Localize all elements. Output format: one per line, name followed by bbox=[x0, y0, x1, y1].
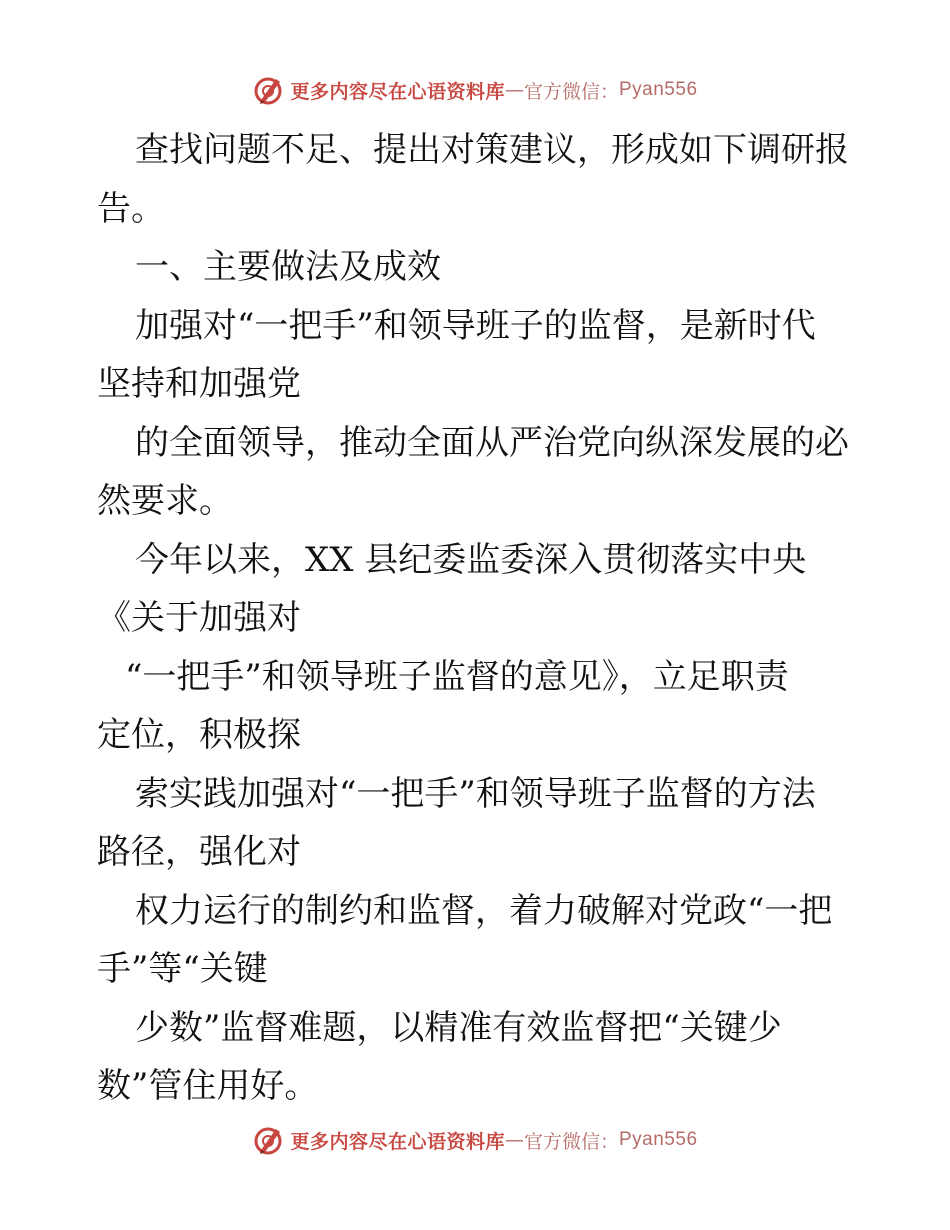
body-line: 定位，积极探 bbox=[97, 715, 301, 755]
document-body bbox=[97, 121, 857, 1116]
body-line: 数”管住用好。 bbox=[97, 1066, 319, 1106]
footer-watermark bbox=[0, 1120, 950, 1160]
watermark-id: Pyan556 bbox=[619, 79, 698, 100]
pen-logo-icon bbox=[252, 1124, 284, 1156]
body-line: 然要求。 bbox=[97, 481, 233, 521]
body-line: 的全面领导，推动全面从严治党向纵深发展的必 bbox=[135, 422, 849, 463]
body-line: 手”等“关键 bbox=[97, 949, 268, 989]
body-line: 今年以来，XX 县纪委监委深入贯彻落实中央 bbox=[135, 539, 807, 580]
watermark-separator: — bbox=[504, 1129, 524, 1151]
body-line: 少数”监督难题，以精准有效监督把“关键少 bbox=[135, 1007, 782, 1048]
body-line: 权力运行的制约和监督，着力破解对党政“一把 bbox=[135, 890, 833, 931]
body-line: 路径，强化对 bbox=[97, 832, 301, 872]
body-line: 查找问题不足、提出对策建议，形成如下调研报 bbox=[135, 130, 849, 170]
watermark-main-text: 更多内容尽在心语资料库 bbox=[290, 80, 505, 103]
watermark-label: 官方微信： bbox=[523, 1130, 619, 1153]
watermark-separator: — bbox=[504, 79, 524, 101]
watermark-label: 官方微信： bbox=[523, 80, 619, 103]
body-line: “一把手”和领导班子监督的意见》，立足职责 bbox=[125, 656, 789, 697]
body-line: 索实践加强对“一把手”和领导班子监督的方法 bbox=[135, 773, 816, 814]
watermark-id: Pyan556 bbox=[619, 1129, 698, 1150]
body-line: 《关于加强对 bbox=[97, 598, 301, 638]
section-heading: 一、主要做法及成效 bbox=[135, 247, 441, 287]
body-line: 加强对“一把手”和领导班子的监督，是新时代 bbox=[135, 305, 816, 346]
body-line: 坚持和加强党 bbox=[97, 364, 301, 404]
header-watermark bbox=[0, 70, 950, 110]
watermark-main-text: 更多内容尽在心语资料库 bbox=[290, 1130, 505, 1153]
pen-logo-icon bbox=[252, 74, 284, 106]
body-line: 告。 bbox=[97, 188, 165, 229]
